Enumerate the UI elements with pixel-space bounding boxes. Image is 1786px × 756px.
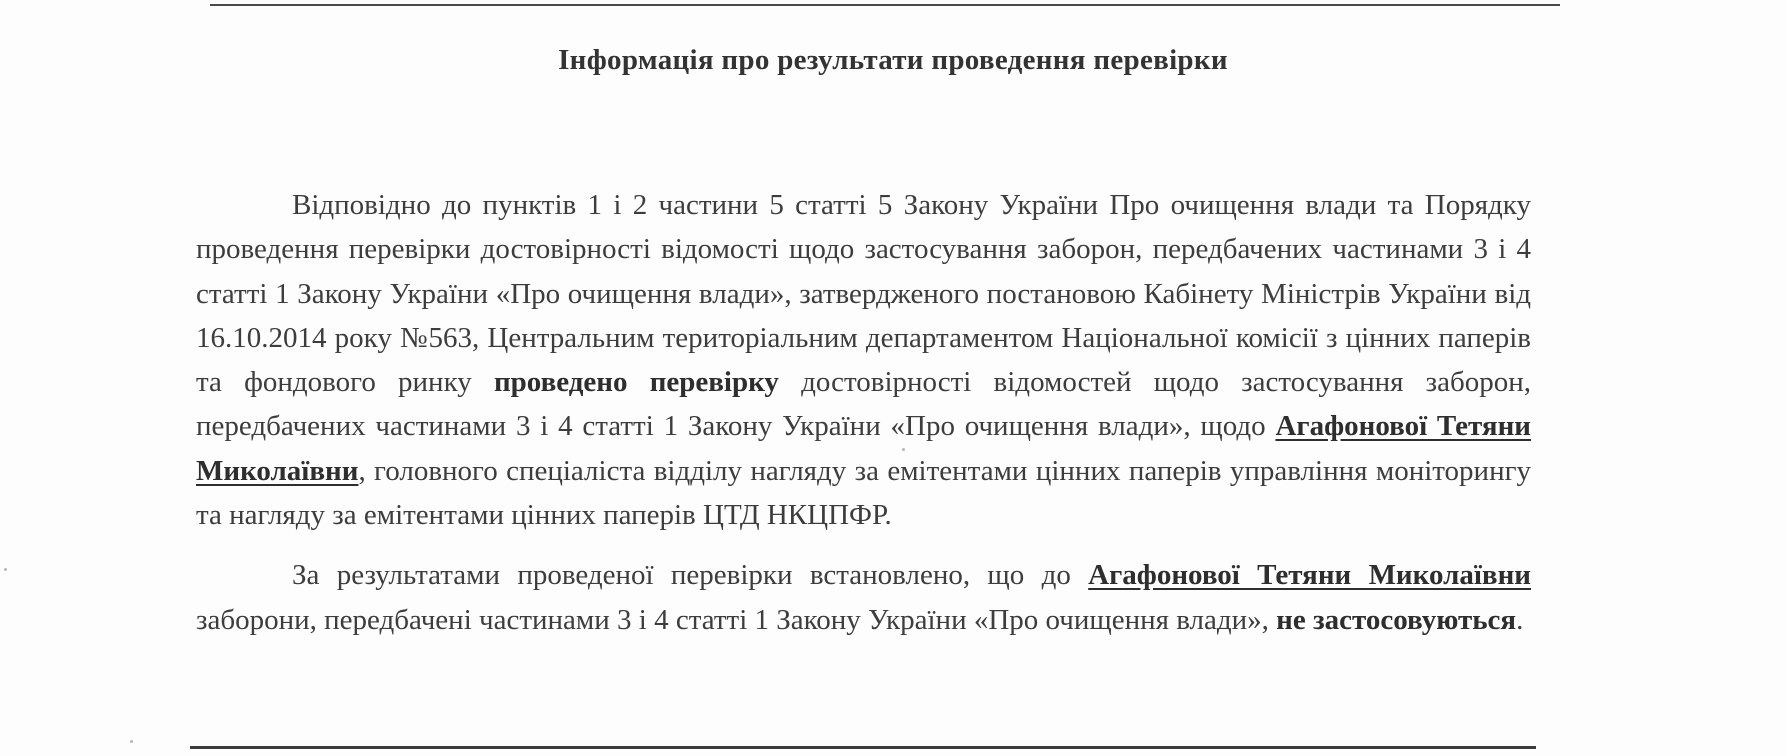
paragraph2-text-1: За результатами проведеної перевірки встановлено, що до [292,559,1089,592]
paragraph2-text-2: заборони, передбачені частинами 3 і 4 статті 1 Закону України «Про очищення влади», [196,603,1277,636]
paragraph2-person-name: Агафонової Тетяни Миколаївни [1088,559,1531,592]
paragraph1-bold-verification: проведено перевірку [493,366,779,399]
document-title: Інформація про результати проведення перевірки [558,44,1228,76]
paragraph2-bold-result: не застосовуються [1276,603,1517,636]
paragraph1-text-2: достовірності відомостей щодо застосування заборон, передбачених частинами 3 і 4 статті 1 Закону України «Про очищення влади», щодо [196,366,1531,443]
paragraph-verification-basis [196,183,1531,537]
scan-speck [130,740,133,743]
document-body [196,183,1531,642]
top-divider-line [210,4,1560,6]
paragraph1-person-name: Агафонової Тетяни Миколаївни [196,410,1532,487]
paragraph1-text-3: , головного спеціаліста відділу нагляду за емітентами цінних паперів управління моніторингу та нагляду за емітентами цінних паперів ЦТД НКЦПФР. [196,454,1531,532]
paragraph1-text-1: Відповідно до пунктів 1 і 2 частини 5 статті 5 Закону України Про очищення влади та Порядку проведення перевірки достовірності відомості щодо застосування заборон, передбачених частинами 3 і 4 статті 1 Закону України «Про очищення влади», затвердженого постановою Кабінету Міністрів України від 16.10.2014 року №563, Центральним територіальним департаментом Національної комісії з цінних паперів та фондового ринку [196,189,1531,399]
bottom-divider-line [190,746,1536,749]
paragraph2-text-3: . [1516,603,1524,636]
paragraph-verification-result [196,553,1531,642]
scan-speck [902,448,905,451]
scan-speck [4,568,7,571]
